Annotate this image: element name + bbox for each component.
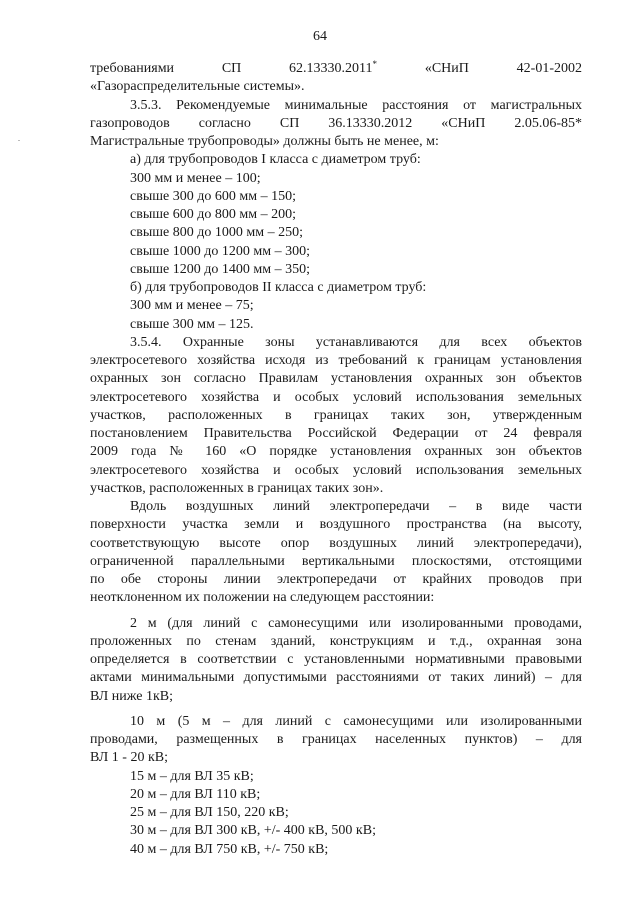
text-line: охранных зон согласно Правилам установления охранных зон объектов bbox=[90, 371, 582, 387]
text-line: Магистральные трубопроводы» должны быть не менее, м: bbox=[90, 134, 439, 149]
paragraph-start: 10 м (5 м – для линий с самонесущими или изолированными bbox=[130, 713, 582, 729]
text-line: постановлением Правительства Российской Федерации от 24 февраля bbox=[90, 426, 582, 441]
text-line: определяется в соответствии с установленными нормативными правовыми bbox=[90, 652, 582, 667]
paragraph-start: Вдоль воздушных линий электропередачи – в виде части bbox=[130, 499, 582, 514]
text-line: актами минимальными допустимыми расстояниями от таких линий) – для bbox=[90, 670, 582, 686]
list-item: свыше 1000 до 1200 мм – 300; bbox=[130, 243, 310, 259]
list-item: 300 мм и менее – 100; bbox=[130, 170, 261, 186]
list-item: свыше 800 до 1000 мм – 250; bbox=[130, 225, 303, 241]
scan-artifact bbox=[18, 140, 20, 141]
paragraph-start: 2 м (для линий с самонесущими или изолированными проводами, bbox=[130, 615, 582, 631]
text-line: 2009 года № 160 «О порядке установления охранных зон объектов bbox=[90, 444, 582, 460]
text-line: неотклоненном их положении на следующем расстоянии: bbox=[90, 590, 435, 606]
document-body bbox=[90, 60, 582, 859]
list-item: свыше 1200 до 1400 мм – 350; bbox=[130, 261, 310, 277]
list-heading-a: а) для трубопроводов I класса с диаметром труб: bbox=[130, 152, 421, 168]
text-line: электросетевого хозяйства и особых условий использования земельных bbox=[90, 389, 582, 405]
list-item: 15 м – для ВЛ 35 кВ; bbox=[130, 768, 254, 784]
text-line: участков, расположенных в границах таких зон». bbox=[90, 480, 384, 496]
text-line: электросетевого хозяйства и особых условий использования земельных bbox=[90, 462, 582, 478]
paragraph-gap bbox=[90, 608, 582, 615]
text-line: проводами, размещенных в границах населенных пунктов) – для bbox=[90, 732, 582, 747]
text-line: ВЛ ниже 1кВ; bbox=[90, 688, 174, 704]
text-line: «Газораспределительные системы». bbox=[90, 79, 305, 95]
text-line: требованиями СП 62.13330.2011* «СНиП 42-01-2002 bbox=[90, 59, 582, 76]
text-line: проложенных по стенам зданий, конструкциям и т.д., охранная зона bbox=[90, 633, 582, 649]
text-line: электросетевого хозяйства исходя из требований к границам установления bbox=[90, 353, 582, 368]
list-item: свыше 600 до 800 мм – 200; bbox=[130, 207, 296, 222]
footnote-star: * bbox=[372, 59, 378, 69]
paragraph-gap bbox=[90, 706, 582, 713]
list-item: 300 мм и менее – 75; bbox=[130, 298, 254, 314]
text-line: участков, расположенных в границах таких зон, утвержденным bbox=[90, 407, 582, 423]
list-item: свыше 300 мм – 125. bbox=[130, 316, 254, 332]
section-heading-3-5-3: 3.5.3. Рекомендуемые минимальные расстояния от магистральных bbox=[130, 97, 582, 113]
section-heading-3-5-4: 3.5.4. Охранные зоны устанавливаются для всех объектов bbox=[130, 334, 582, 350]
text-line: по обе стороны линии электропередачи от крайних проводов при bbox=[90, 572, 582, 587]
text-line: соответствующую высоте опор воздушных линий электропередачи), bbox=[90, 535, 582, 551]
text-line: ограниченной параллельными вертикальными плоскостями, отстоящими bbox=[90, 553, 582, 569]
list-heading-b: б) для трубопроводов II класса с диаметром труб: bbox=[130, 280, 427, 295]
text-line: ВЛ 1 - 20 кВ; bbox=[90, 750, 168, 766]
page-number: 64 bbox=[313, 29, 327, 44]
list-item: свыше 300 до 600 мм – 150; bbox=[130, 188, 296, 204]
list-item: 20 м – для ВЛ 110 кВ; bbox=[130, 786, 261, 802]
list-item: 30 м – для ВЛ 300 кВ, +/- 400 кВ, 500 кВ; bbox=[130, 823, 376, 839]
text-line: поверхности участка земли и воздушного пространства (на высоту, bbox=[90, 517, 582, 533]
text-line: газопроводов согласно СП 36.13330.2012 «СНиП 2.05.06-85* bbox=[90, 115, 582, 131]
list-item: 25 м – для ВЛ 150, 220 кВ; bbox=[130, 805, 289, 820]
list-item: 40 м – для ВЛ 750 кВ, +/- 750 кВ; bbox=[130, 841, 329, 857]
